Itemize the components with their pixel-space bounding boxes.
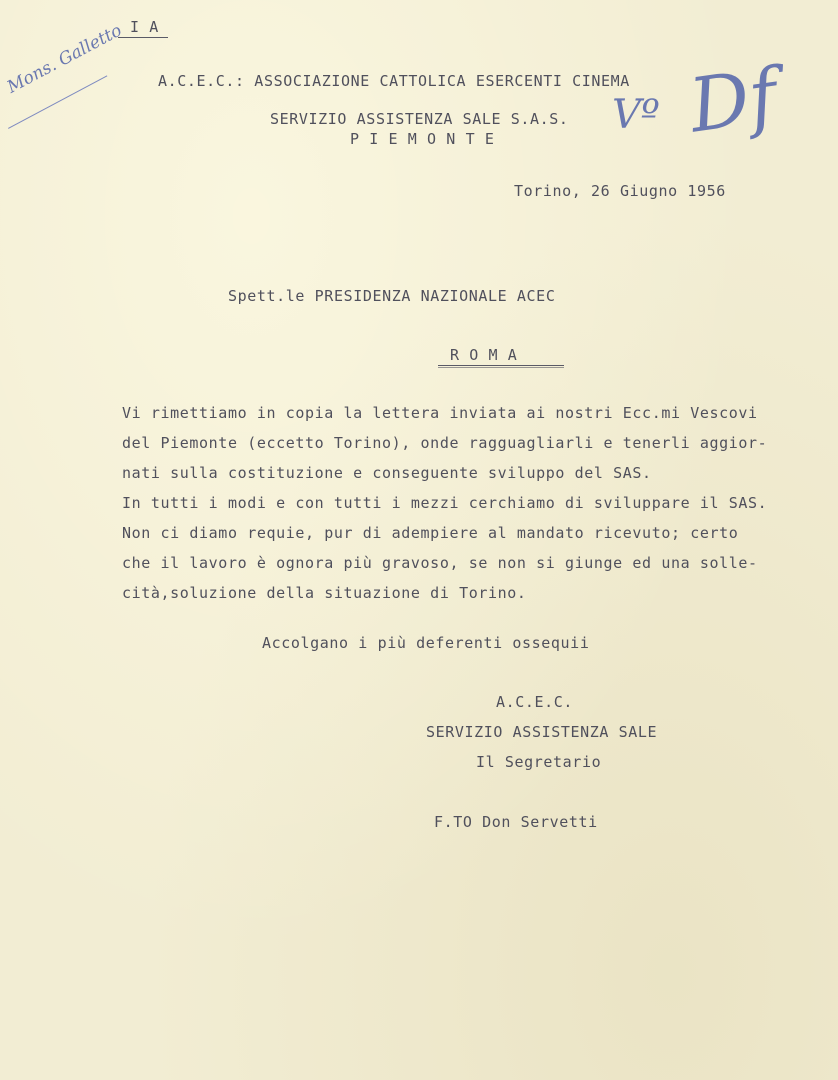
body-line-3: nati sulla costituzione e conseguente sviluppo del SAS. bbox=[122, 464, 652, 482]
body-line-1: Vi rimettiamo in copia la lettera inviata ai nostri Ecc.mi Vescovi bbox=[122, 404, 758, 422]
service-line: SERVIZIO ASSISTENZA SALE S.A.S. bbox=[270, 110, 569, 128]
closing-line: Accolgano i più deferenti ossequii bbox=[262, 634, 590, 652]
date-line: Torino, 26 Giugno 1956 bbox=[514, 182, 726, 200]
organization-line: A.C.E.C.: ASSOCIAZIONE CATTOLICA ESERCENTI CINEMA bbox=[158, 72, 630, 90]
signature-role: Il Segretario bbox=[476, 753, 602, 771]
addressee-line: Spett.le PRESIDENZA NAZIONALE ACEC bbox=[228, 287, 556, 305]
margin-note-handwritten: Mons. Galletto bbox=[4, 20, 126, 98]
signature-service: SERVIZIO ASSISTENZA SALE bbox=[426, 723, 658, 741]
city-underline-2 bbox=[438, 367, 564, 368]
body-line-6: che il lavoro è ognora più gravoso, se non si giunge ed una solle- bbox=[122, 554, 758, 572]
signature-org: A.C.E.C. bbox=[496, 693, 574, 711]
body-line-5: Non ci diamo requie, pur di adempiere al mandato ricevuto; certo bbox=[122, 524, 739, 542]
body-line-4: In tutti i modi e con tutti i mezzi cerchiamo di sviluppare il SAS. bbox=[122, 494, 768, 512]
body-line-2: del Piemonte (eccetto Torino), onde ragguagliarli e tenerli aggior- bbox=[122, 434, 768, 452]
handwritten-initials-2: Df bbox=[684, 52, 783, 150]
region-line: P I E M O N T E bbox=[350, 130, 495, 148]
page-reference: I A bbox=[130, 18, 159, 36]
signature-signed: F.TO Don Servetti bbox=[434, 813, 598, 831]
handwritten-initials-1: Vº bbox=[612, 92, 660, 138]
body-line-7: cità,soluzione della situazione di Torino. bbox=[122, 584, 527, 602]
city-underline bbox=[438, 365, 564, 366]
city-line: R O M A bbox=[450, 346, 518, 364]
